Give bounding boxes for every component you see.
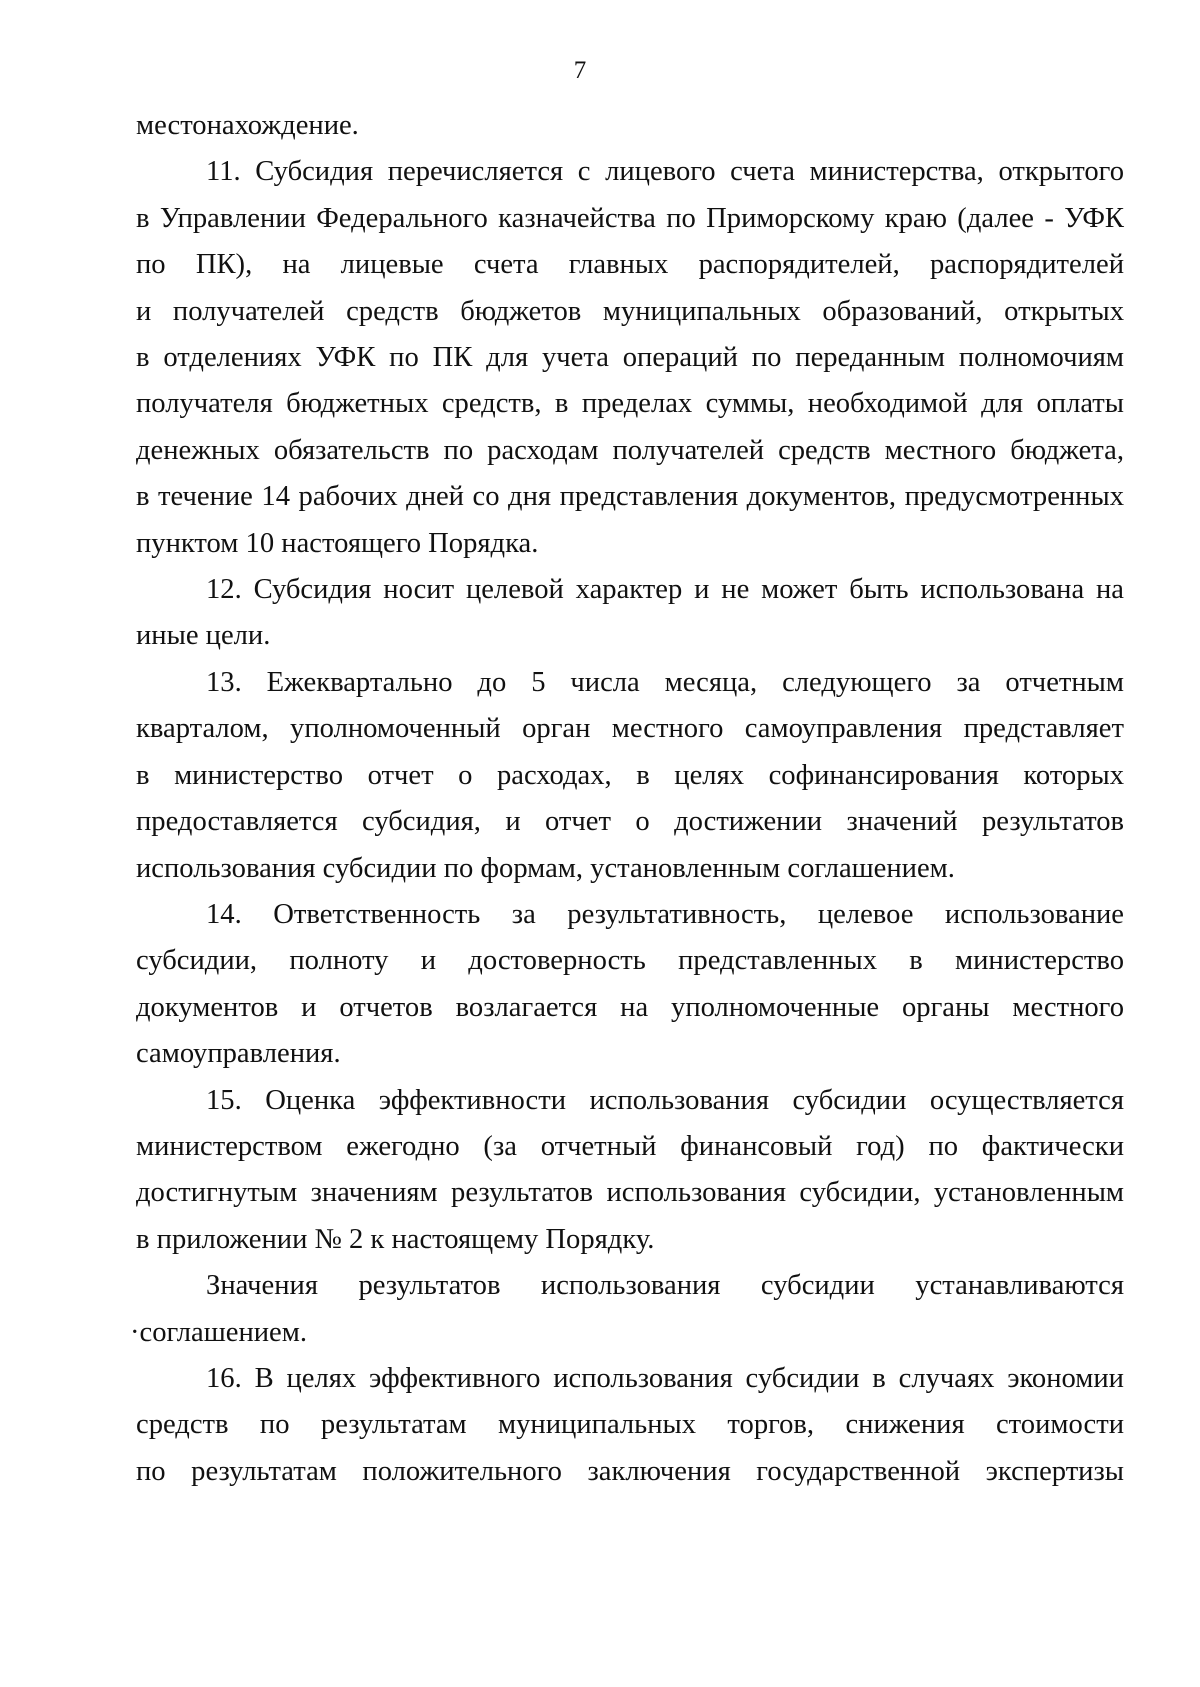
text-line: местонахождение. [136,110,359,141]
text-line: по ПК), на лицевые счета главных распорядителей, распорядителей [136,249,1124,281]
page-number: 7 [573,57,587,84]
text-line: достигнутым значениям результатов использования субсидии, установленным [136,1177,1124,1209]
document-body [130,103,1124,1495]
text-line: средств по результатам муниципальных торгов, снижения стоимости [136,1409,1124,1441]
text-line: в министерство отчет о расходах, в целях софинансирования которых [136,759,1124,791]
text-line: субсидии, полноту и достоверность представленных в министерство [136,945,1124,977]
text-line: в приложении № 2 к настоящему Порядку. [136,1223,655,1255]
text-line: в отделениях УФК по ПК для учета операций по переданным полномочиям [136,342,1124,374]
text-line: самоуправления. [136,1038,341,1070]
text-line: ·соглашением. [130,1316,307,1348]
text-line: 14. Ответственность за результативность, целевое использование [206,898,1124,930]
text-line: иные цели. [136,620,271,652]
text-line: и получателей средств бюджетов муниципальных образований, открытых [136,295,1124,327]
text-line: предоставляется субсидия, и отчет о достижении значений результатов [136,806,1124,838]
text-line: 16. В целях эффективного использования субсидии в случаях экономии [206,1362,1124,1394]
text-line: в Управлении Федерального казначейства по Приморскому краю (далее - УФК [136,202,1124,234]
text-line: 13. Ежеквартально до 5 числа месяца, следующего за отчетным [206,666,1124,698]
text-line: по результатам положительного заключения государственной экспертизы [136,1455,1124,1487]
text-line: 11. Субсидия перечисляется с лицевого счета министерства, открытого [206,156,1124,188]
text-line: 12. Субсидия носит целевой характер и не может быть использована на [206,574,1124,606]
text-line: в течение 14 рабочих дней со дня представления документов, предусмотренных [136,481,1124,513]
text-line: получателя бюджетных средств, в пределах суммы, необходимой для оплаты [136,388,1124,420]
text-line: кварталом, уполномоченный орган местного самоуправления представляет [136,713,1124,745]
paragraph-block [130,103,1124,1495]
text-line: министерством ежегодно (за отчетный финансовый год) по фактически [136,1130,1124,1162]
text-line: Значения результатов использования субсидии устанавливаются [206,1270,1124,1302]
text-line: 15. Оценка эффективности использования субсидии осуществляется [206,1084,1124,1116]
text-line: использования субсидии по формам, установленным соглашением. [136,852,955,884]
text-line: денежных обязательств по расходам получателей средств местного бюджета, [136,434,1124,466]
text-line: пунктом 10 настоящего Порядка. [136,527,539,559]
text-line: документов и отчетов возлагается на уполномоченные органы местного [136,991,1124,1023]
